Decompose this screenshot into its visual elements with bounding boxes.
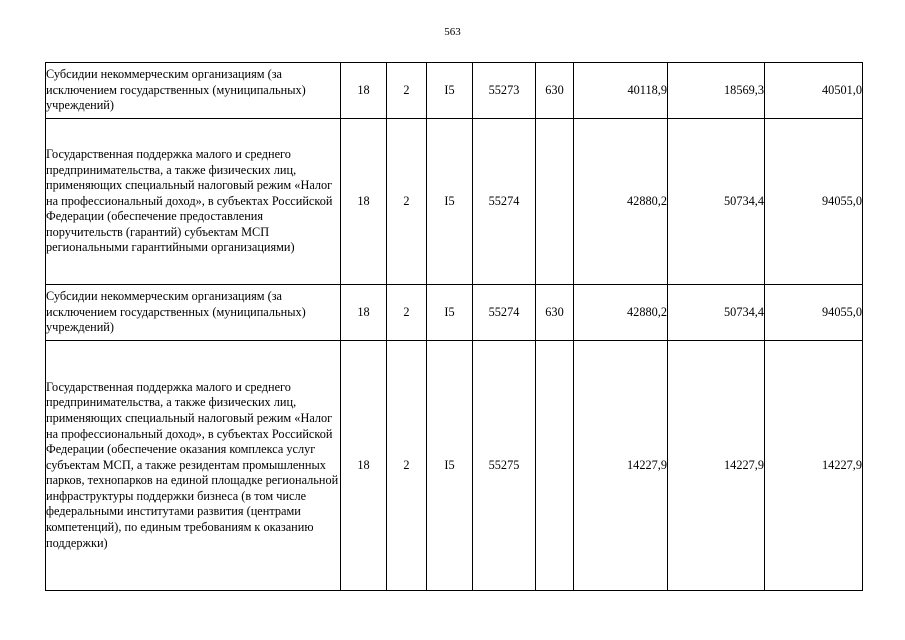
table-row xyxy=(46,119,863,285)
row-name: Государственная поддержка малого и среднего предпринимательства, а также физических лиц, применяющих специальный налоговый режим «Налог на профессиональный доход», в субъектах Российской Федерации (обеспечение предоставления поручительств (гарантий) субъектам МСП региональными гарантийными организациями) xyxy=(46,119,341,285)
sum-1: 42880,2 xyxy=(574,119,668,285)
expense-type-code: 630 xyxy=(536,63,574,119)
row-name: Субсидии некоммерческим организациям (за исключением государственных (муниципальных) учреждений) xyxy=(46,285,341,341)
ministry-code: 18 xyxy=(341,285,387,341)
sum-1: 40118,9 xyxy=(574,63,668,119)
table-row xyxy=(46,63,863,119)
target-code: 55274 xyxy=(473,119,536,285)
expense-type-code xyxy=(536,119,574,285)
program-code: I5 xyxy=(427,119,473,285)
section-code: 2 xyxy=(387,341,427,591)
program-code: I5 xyxy=(427,63,473,119)
sum-2: 18569,3 xyxy=(668,63,765,119)
sum-3: 40501,0 xyxy=(765,63,863,119)
target-code: 55275 xyxy=(473,341,536,591)
table-row xyxy=(46,285,863,341)
expense-type-code xyxy=(536,341,574,591)
sum-2: 14227,9 xyxy=(668,341,765,591)
program-code: I5 xyxy=(427,341,473,591)
row-name: Субсидии некоммерческим организациям (за исключением государственных (муниципальных) учреждений) xyxy=(46,63,341,119)
target-code: 55273 xyxy=(473,63,536,119)
sum-2: 50734,4 xyxy=(668,119,765,285)
sum-3: 94055,0 xyxy=(765,119,863,285)
row-name: Государственная поддержка малого и среднего предпринимательства, а также физических лиц, применяющих специальный налоговый режим «Налог на профессиональный доход», в субъектах Российской Федерации (обеспечение оказания комплекса услуг субъектам МСП, а также резидентам промышленных парков, технопарков на единой площадке региональной инфраструктуры поддержки бизнеса (в том числе федеральными институтами развития (центрами компетенций), по единым требованиям к оказанию поддержки) xyxy=(46,341,341,591)
program-code: I5 xyxy=(427,285,473,341)
ministry-code: 18 xyxy=(341,341,387,591)
table-row xyxy=(46,341,863,591)
ministry-code: 18 xyxy=(341,63,387,119)
section-code: 2 xyxy=(387,119,427,285)
expense-type-code: 630 xyxy=(536,285,574,341)
section-code: 2 xyxy=(387,63,427,119)
budget-table xyxy=(45,62,863,591)
ministry-code: 18 xyxy=(341,119,387,285)
sum-1: 42880,2 xyxy=(574,285,668,341)
page-number: 563 xyxy=(444,26,461,38)
sum-3: 94055,0 xyxy=(765,285,863,341)
sum-3: 14227,9 xyxy=(765,341,863,591)
section-code: 2 xyxy=(387,285,427,341)
target-code: 55274 xyxy=(473,285,536,341)
sum-2: 50734,4 xyxy=(668,285,765,341)
sum-1: 14227,9 xyxy=(574,341,668,591)
